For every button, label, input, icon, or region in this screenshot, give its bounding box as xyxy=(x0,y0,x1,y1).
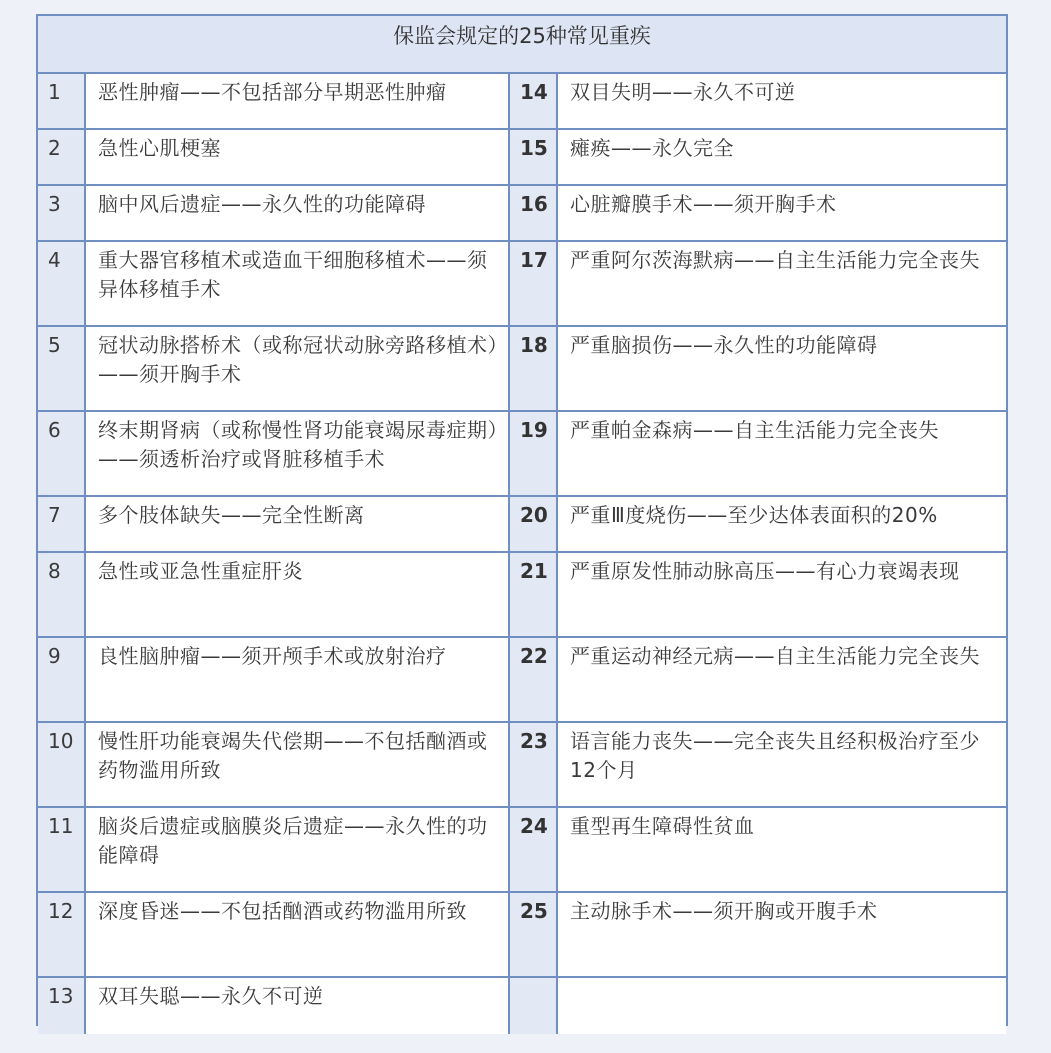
row-number: 25 xyxy=(510,893,558,978)
row-number: 22 xyxy=(510,638,558,723)
row-number: 3 xyxy=(38,186,86,242)
row-number: 17 xyxy=(510,242,558,327)
illness-name: 严重原发性肺动脉高压——有心力衰竭表现 xyxy=(558,553,1006,638)
illness-name: 严重脑损伤——永久性的功能障碍 xyxy=(558,327,1006,412)
row-number: 4 xyxy=(38,242,86,327)
row-number: 15 xyxy=(510,130,558,186)
row-number: 11 xyxy=(38,808,86,893)
row-number: 18 xyxy=(510,327,558,412)
illness-name: 脑炎后遗症或脑膜炎后遗症——永久性的功能障碍 xyxy=(86,808,510,893)
row-number xyxy=(510,978,558,1034)
illness-name: 冠状动脉搭桥术（或称冠状动脉旁路移植术）——须开胸手术 xyxy=(86,327,510,412)
illness-name xyxy=(558,978,1006,1034)
illness-name: 慢性肝功能衰竭失代偿期——不包括酗酒或药物滥用所致 xyxy=(86,723,510,808)
row-number: 16 xyxy=(510,186,558,242)
illness-name: 重大器官移植术或造血干细胞移植术——须异体移植手术 xyxy=(86,242,510,327)
illness-name: 主动脉手术——须开胸或开腹手术 xyxy=(558,893,1006,978)
illness-name: 多个肢体缺失——完全性断离 xyxy=(86,497,510,553)
row-number: 1 xyxy=(38,74,86,130)
row-number: 23 xyxy=(510,723,558,808)
row-number: 6 xyxy=(38,412,86,497)
row-number: 9 xyxy=(38,638,86,723)
illness-name: 严重阿尔茨海默病——自主生活能力完全丧失 xyxy=(558,242,1006,327)
illness-name: 恶性肿瘤——不包括部分早期恶性肿瘤 xyxy=(86,74,510,130)
row-number: 7 xyxy=(38,497,86,553)
illness-name: 重型再生障碍性贫血 xyxy=(558,808,1006,893)
row-number: 10 xyxy=(38,723,86,808)
illness-name: 终末期肾病（或称慢性肾功能衰竭尿毒症期）——须透析治疗或肾脏移植手术 xyxy=(86,412,510,497)
table-title: 保监会规定的25种常见重疾 xyxy=(38,16,1006,74)
row-number: 8 xyxy=(38,553,86,638)
illness-name: 严重帕金森病——自主生活能力完全丧失 xyxy=(558,412,1006,497)
illness-name: 语言能力丧失——完全丧失且经积极治疗至少12个月 xyxy=(558,723,1006,808)
row-number: 12 xyxy=(38,893,86,978)
illness-name: 脑中风后遗症——永久性的功能障碍 xyxy=(86,186,510,242)
illness-name: 瘫痪——永久完全 xyxy=(558,130,1006,186)
row-number: 5 xyxy=(38,327,86,412)
illness-name: 良性脑肿瘤——须开颅手术或放射治疗 xyxy=(86,638,510,723)
illness-name: 严重Ⅲ度烧伤——至少达体表面积的20% xyxy=(558,497,1006,553)
table-body xyxy=(38,74,1006,1034)
row-number: 14 xyxy=(510,74,558,130)
illness-name: 急性或亚急性重症肝炎 xyxy=(86,553,510,638)
critical-illness-table xyxy=(36,14,1008,1026)
illness-name: 深度昏迷——不包括酗酒或药物滥用所致 xyxy=(86,893,510,978)
illness-name: 严重运动神经元病——自主生活能力完全丧失 xyxy=(558,638,1006,723)
illness-name: 双耳失聪——永久不可逆 xyxy=(86,978,510,1034)
row-number: 19 xyxy=(510,412,558,497)
illness-name: 急性心肌梗塞 xyxy=(86,130,510,186)
row-number: 13 xyxy=(38,978,86,1034)
row-number: 2 xyxy=(38,130,86,186)
row-number: 21 xyxy=(510,553,558,638)
illness-name: 心脏瓣膜手术——须开胸手术 xyxy=(558,186,1006,242)
illness-name: 双目失明——永久不可逆 xyxy=(558,74,1006,130)
row-number: 24 xyxy=(510,808,558,893)
row-number: 20 xyxy=(510,497,558,553)
